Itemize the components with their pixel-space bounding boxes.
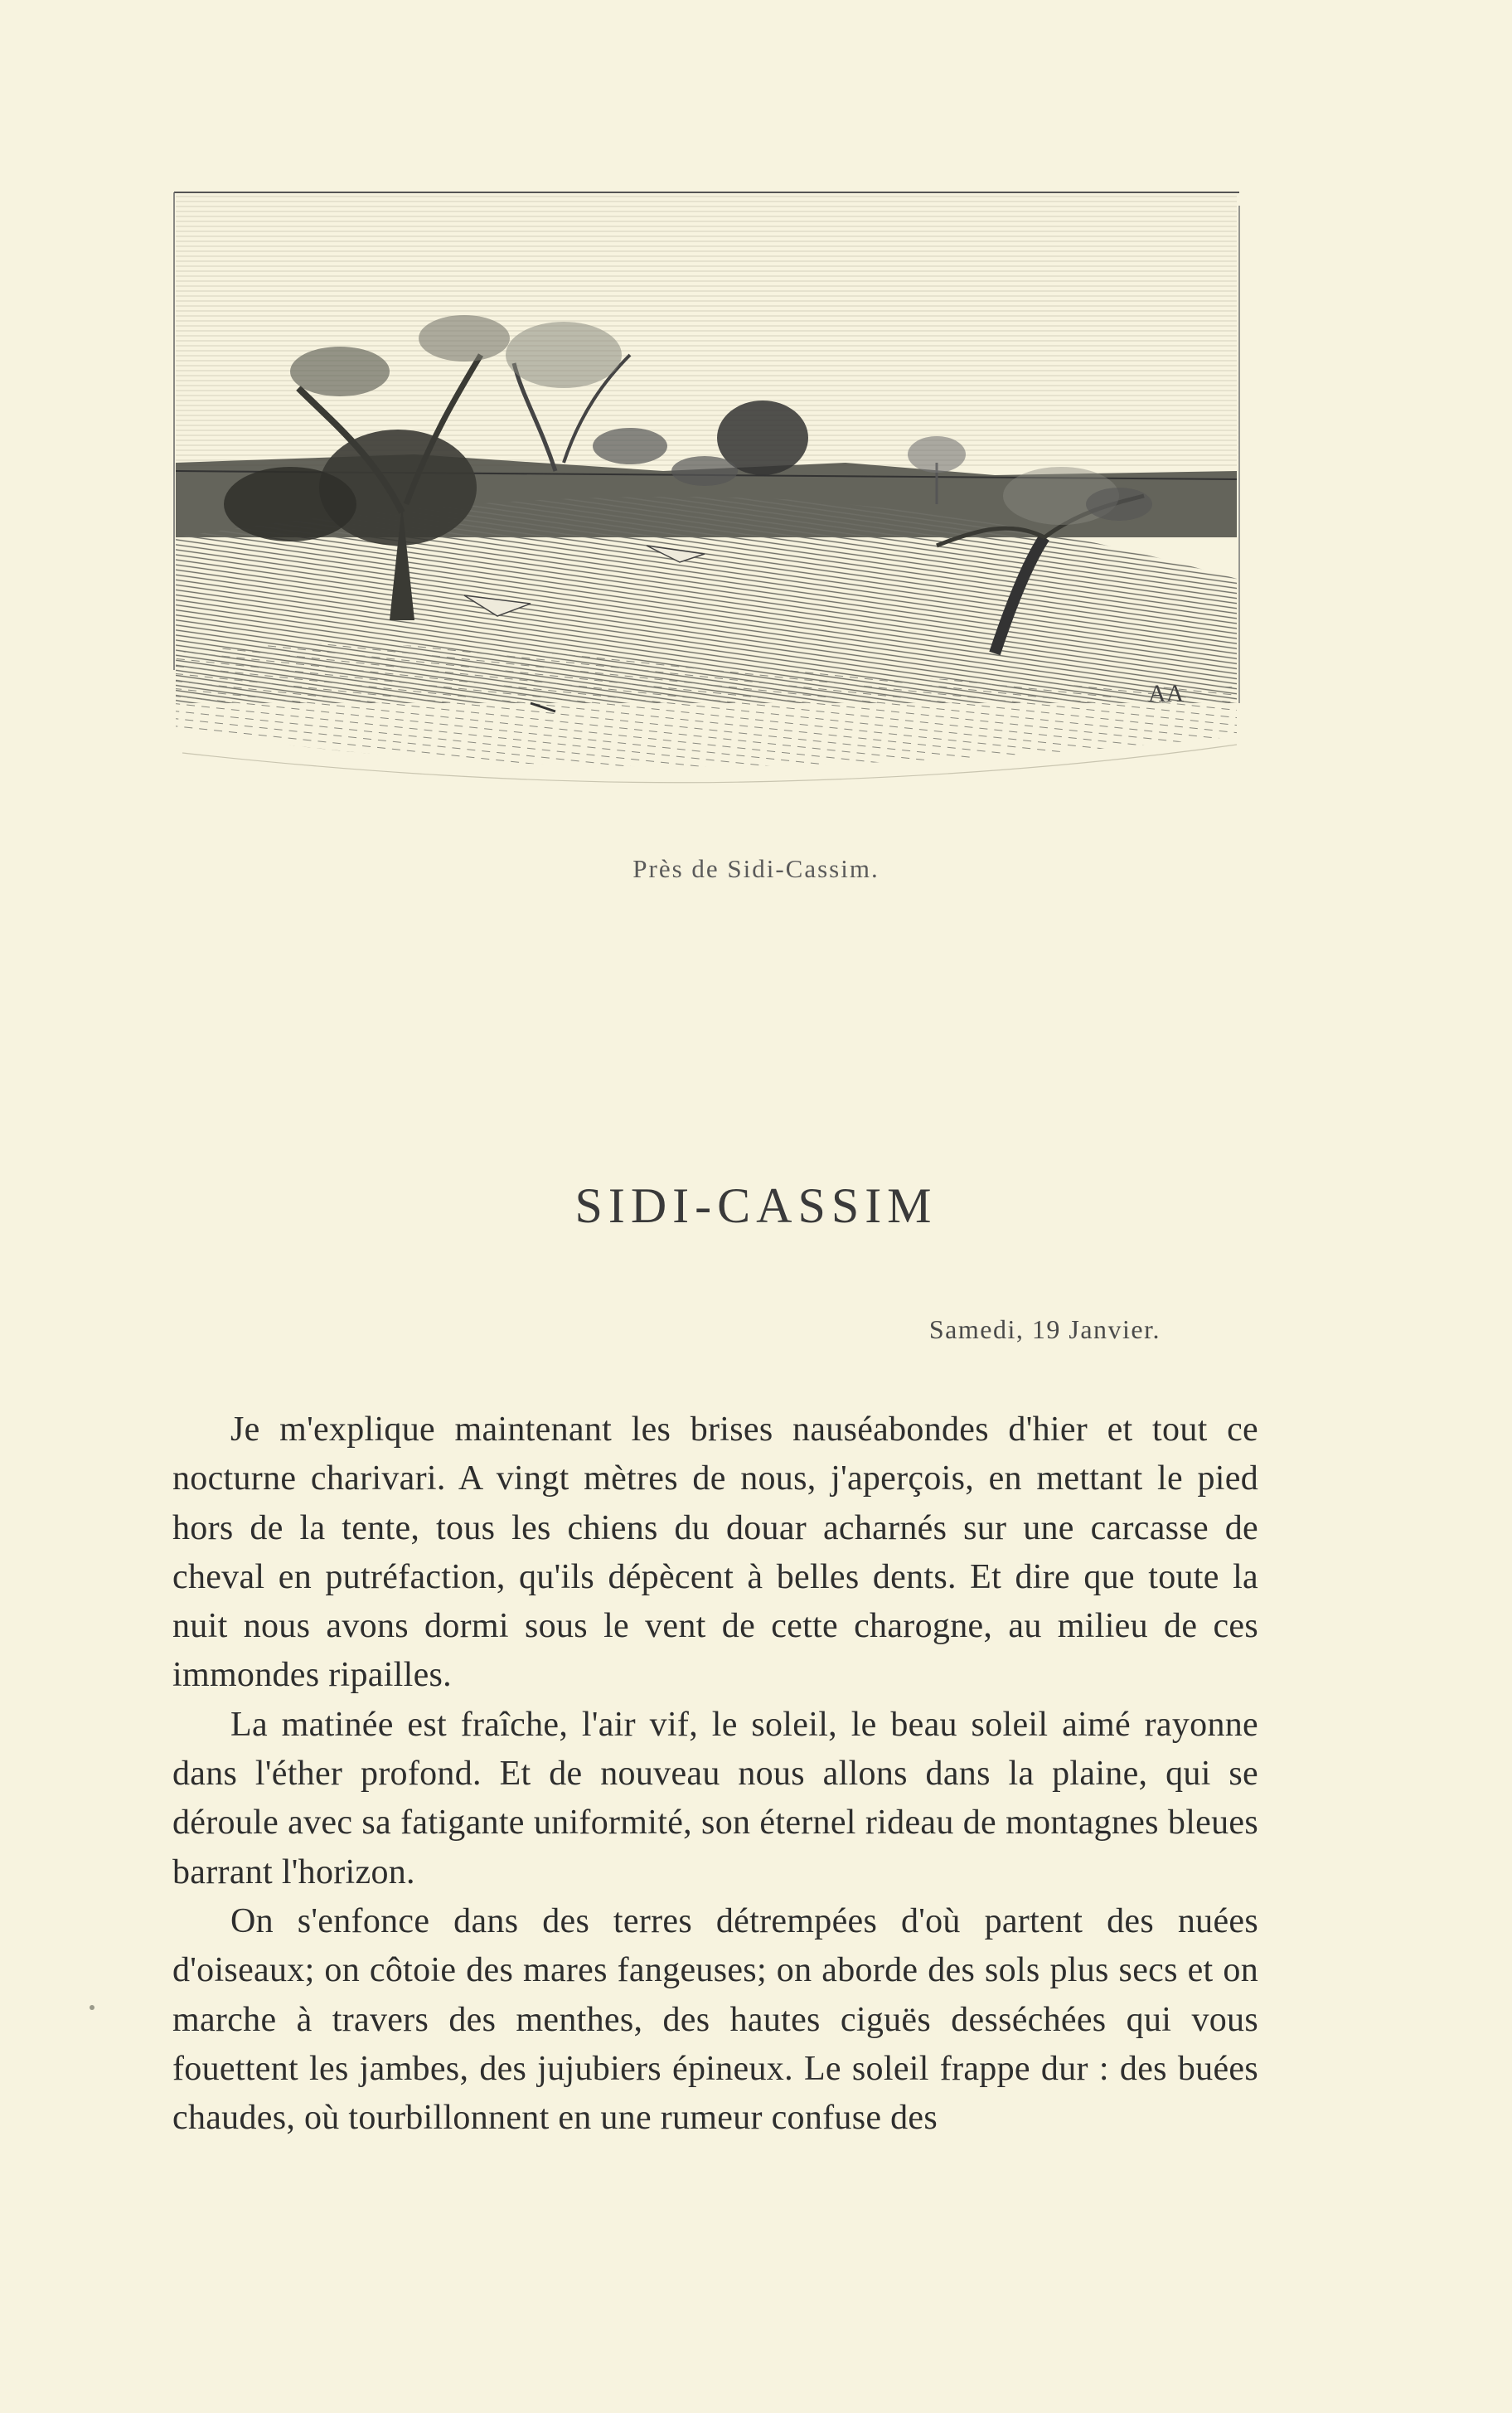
paragraph: Je m'explique maintenant les brises nauséabondes d'hier et tout ce nocturne charivari. A vingt mètres de nous, j'aperçois, en mettant le pied hors de la tente, tous les chiens du douar acharnés sur une carcasse de cheval en putréfaction, qu'ils dépècent à belles dents. Et dire que toute la nuit nous avons dormi sous le vent de cette charogne, au milieu de ces immondes ripailles. xyxy=(172,1410,1258,1695)
artist-monogram: AA xyxy=(1148,680,1185,707)
engraving-illustration xyxy=(166,189,1243,828)
body-text xyxy=(172,1406,1258,2143)
paragraph: On s'enfonce dans des terres détrempées d'où partent des nuées d'oiseaux; on côtoie des mares fangeuses; on aborde des sols plus secs et on marche à travers des menthes, des hautes ciguës desséchées qui vous fouettent les jambes, des jujubiers épineux. Le soleil frappe dur : des buées chaudes, où tourbillonnent en une rumeur confuse des xyxy=(172,1901,1258,2138)
illustration-caption: Près de Sidi-Cassim. xyxy=(632,854,880,883)
chapter-title: SIDI-CASSIM xyxy=(574,1178,938,1234)
paragraph: La matinée est fraîche, l'air vif, le soleil, le beau soleil aimé rayonne dans l'éther profond. Et de nouveau nous allons dans la plaine, qui se déroule avec sa fatigante uniformité, son éternel rideau de montagnes bleues barrant l'horizon. xyxy=(172,1705,1258,1891)
dateline: Samedi, 19 Janvier. xyxy=(928,1314,1161,1344)
landscape-engraving xyxy=(166,189,1243,828)
margin-speck xyxy=(90,2005,94,2010)
